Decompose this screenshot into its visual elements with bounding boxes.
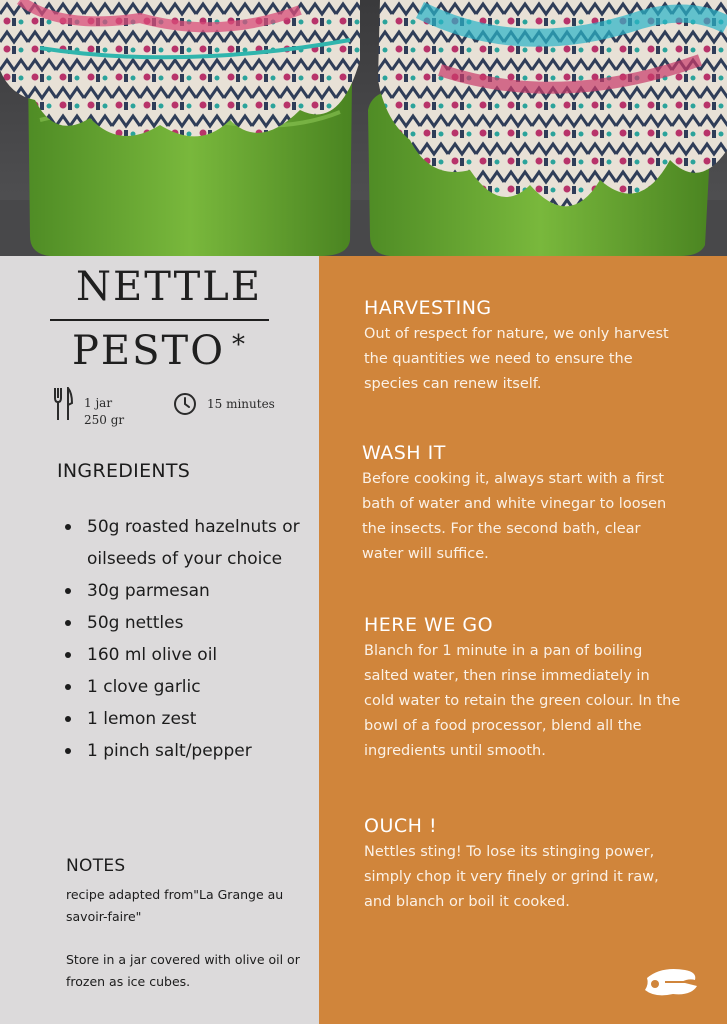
prep-time: 15 minutes xyxy=(207,397,275,411)
jars-illustration xyxy=(0,0,727,256)
section-here-we-go xyxy=(364,613,684,764)
ingredient-item: 50g roasted hazelnuts or oilseeds of your choice xyxy=(62,511,312,575)
cutlery-icon xyxy=(53,387,73,421)
title-asterisk: * xyxy=(232,330,245,360)
clock-icon xyxy=(173,392,197,416)
section-wash-it xyxy=(362,441,682,567)
jars-photo xyxy=(0,0,727,256)
title-line-1: NETTLE xyxy=(76,264,263,310)
ingredients-list xyxy=(62,511,312,767)
section-text: Blanch for 1 minute in a pan of boiling salted water, then rinse immediately in cold water to retain the green colour. In the bowl of a food processor, blend all the ingredients until smooth. xyxy=(364,643,681,759)
section-text: Before cooking it, always start with a first bath of water and white vinegar to loosen the insects. For the second bath, clear water will suffice. xyxy=(362,471,667,562)
yield-weight: 250 gr xyxy=(84,413,125,427)
section-heading: HERE WE GO xyxy=(364,614,494,636)
section-ouch xyxy=(364,814,684,915)
section-heading: OUCH ! xyxy=(364,815,438,837)
ingredient-item: 1 clove garlic xyxy=(62,671,312,703)
title-divider xyxy=(50,319,269,321)
left-column xyxy=(0,256,319,1024)
notes-storage: Store in a jar covered with olive oil or frozen as ice cubes. xyxy=(66,952,300,989)
ingredient-item: 1 lemon zest xyxy=(62,703,312,735)
section-heading: HARVESTING xyxy=(364,297,492,319)
section-text: Out of respect for nature, we only harvest the quantities we need to ensure the species can renew itself. xyxy=(364,326,669,392)
brand-logo-icon xyxy=(641,962,701,1006)
ingredients-heading: INGREDIENTS xyxy=(57,460,191,482)
title-line-2: PESTO xyxy=(72,328,225,374)
ingredient-item: 1 pinch salt/pepper xyxy=(62,735,312,767)
notes-heading: NOTES xyxy=(66,856,126,876)
ingredient-item: 160 ml olive oil xyxy=(62,639,312,671)
right-column xyxy=(319,256,727,1024)
section-text: Nettles sting! To lose its stinging power, simply chop it very finely or grind it raw, and blanch or boil it cooked. xyxy=(364,844,659,910)
ingredient-item: 50g nettles xyxy=(62,607,312,639)
section-heading: WASH IT xyxy=(362,442,446,464)
section-harvesting xyxy=(364,296,684,397)
yield-quantity: 1 jar xyxy=(84,396,113,410)
ingredient-item: 30g parmesan xyxy=(62,575,312,607)
notes-source: recipe adapted from"La Grange au savoir-faire" xyxy=(66,887,284,924)
